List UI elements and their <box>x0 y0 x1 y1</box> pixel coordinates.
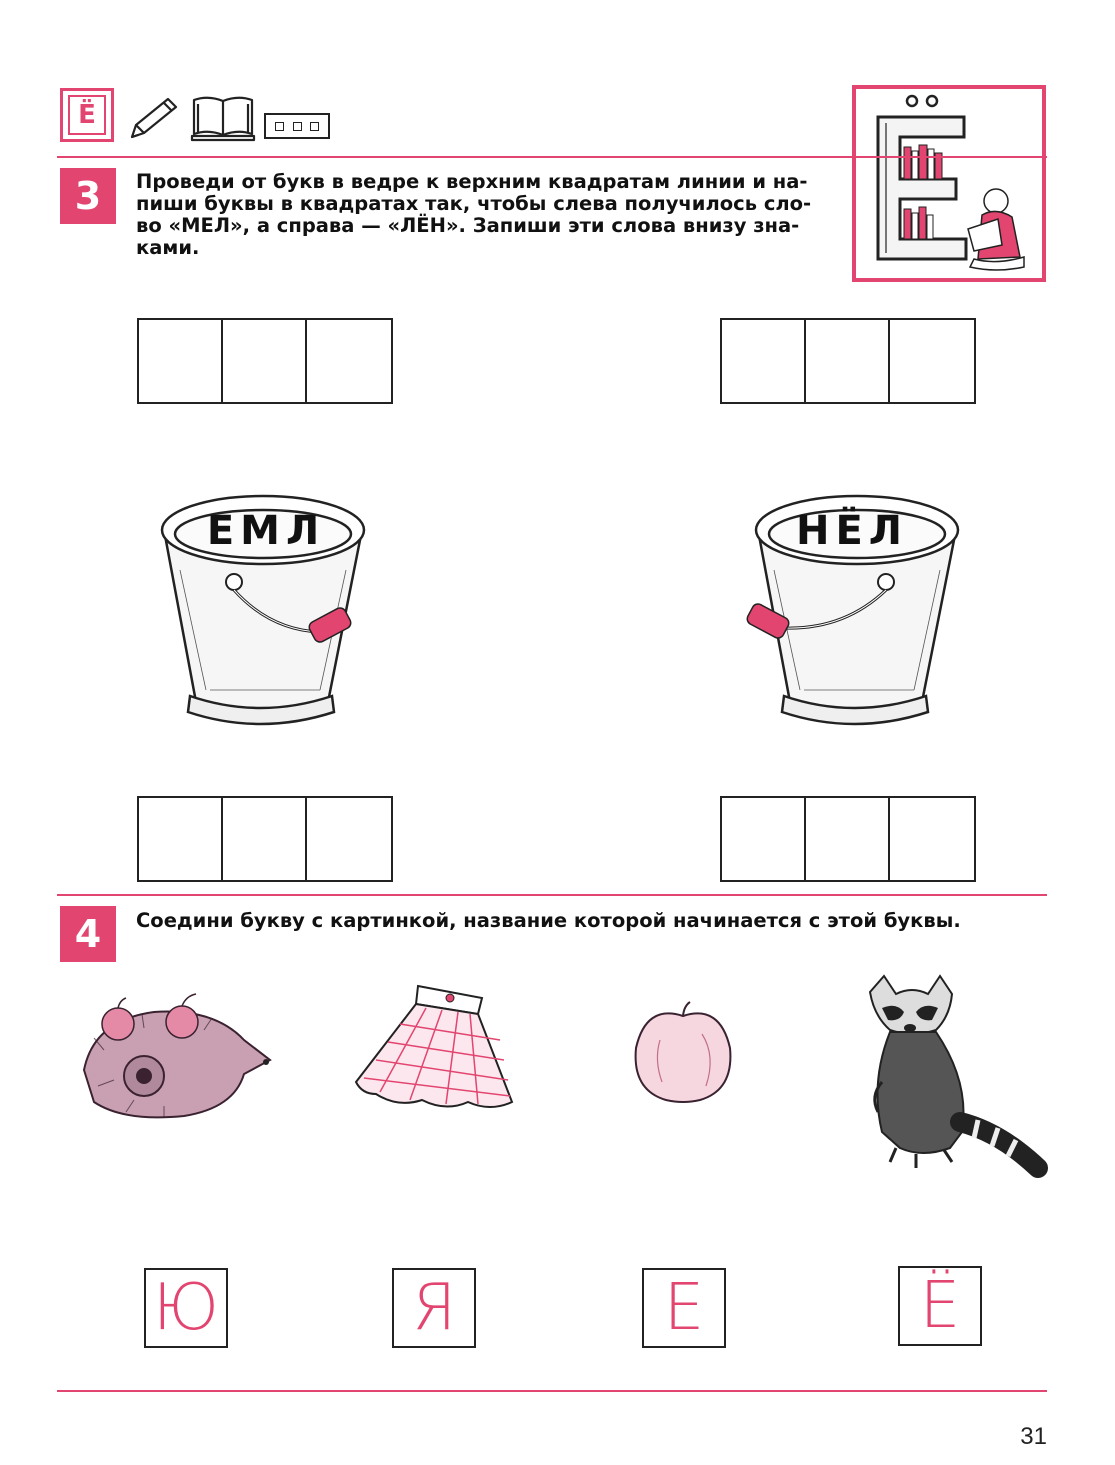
answer-cell[interactable] <box>223 798 307 880</box>
letter-badge <box>60 88 114 142</box>
raccoon-picture <box>860 972 1060 1182</box>
right-bucket-letters: НЁЛ <box>795 508 909 554</box>
corner-illustration <box>852 85 1046 282</box>
answer-cell[interactable] <box>890 798 974 880</box>
task-3-instructions <box>136 171 846 259</box>
hedgehog-picture <box>74 990 274 1130</box>
answer-cell[interactable] <box>223 320 307 402</box>
apple-picture <box>630 1000 736 1104</box>
three-squares-icon <box>264 113 330 139</box>
lower-answer-boxes-left[interactable] <box>137 796 393 882</box>
answer-cell[interactable] <box>722 320 806 402</box>
answer-cell[interactable] <box>307 798 391 880</box>
task-number-3: 3 <box>60 168 116 224</box>
task-3-line: ками. <box>136 236 200 259</box>
section-divider <box>57 894 1047 896</box>
task-4-instructions: Соедини букву с картинкой, название которой начинается с этой буквы. <box>136 909 961 932</box>
page-number: 31 <box>1020 1423 1047 1450</box>
section-divider <box>57 1390 1047 1392</box>
upper-answer-boxes-left[interactable] <box>137 318 393 404</box>
section-divider <box>57 156 1047 158</box>
task-3-line: во «МЕЛ», а справа — «ЛЁН». Запиши эти слова внизу зна- <box>136 214 800 237</box>
letter-badge-label: Ё <box>68 95 106 135</box>
pencil-icon <box>124 95 184 141</box>
upper-answer-boxes-right[interactable] <box>720 318 976 404</box>
answer-cell[interactable] <box>722 798 806 880</box>
letter-yo-illustration <box>856 89 1042 278</box>
task-3-line: пиши буквы в квадратах так, чтобы слева получилось сло- <box>136 192 812 215</box>
answer-cell[interactable] <box>806 798 890 880</box>
letter-box-yu: Ю <box>144 1268 228 1348</box>
letter-box-ya: Я <box>392 1268 476 1348</box>
task-number-4: 4 <box>60 906 116 962</box>
answer-cell[interactable] <box>139 798 223 880</box>
answer-cell[interactable] <box>307 320 391 402</box>
task-3-line: Проведи от букв в ведре к верхним квадратам линии и на- <box>136 170 808 193</box>
open-book-icon <box>190 92 256 142</box>
letter-box-yo: Ё <box>898 1266 982 1346</box>
answer-cell[interactable] <box>806 320 890 402</box>
letter-box-ye: Е <box>642 1268 726 1348</box>
answer-cell[interactable] <box>890 320 974 402</box>
skirt-picture <box>350 984 520 1114</box>
answer-cell[interactable] <box>139 320 223 402</box>
lower-answer-boxes-right[interactable] <box>720 796 976 882</box>
left-bucket-letters: ЕМЛ <box>206 508 326 554</box>
